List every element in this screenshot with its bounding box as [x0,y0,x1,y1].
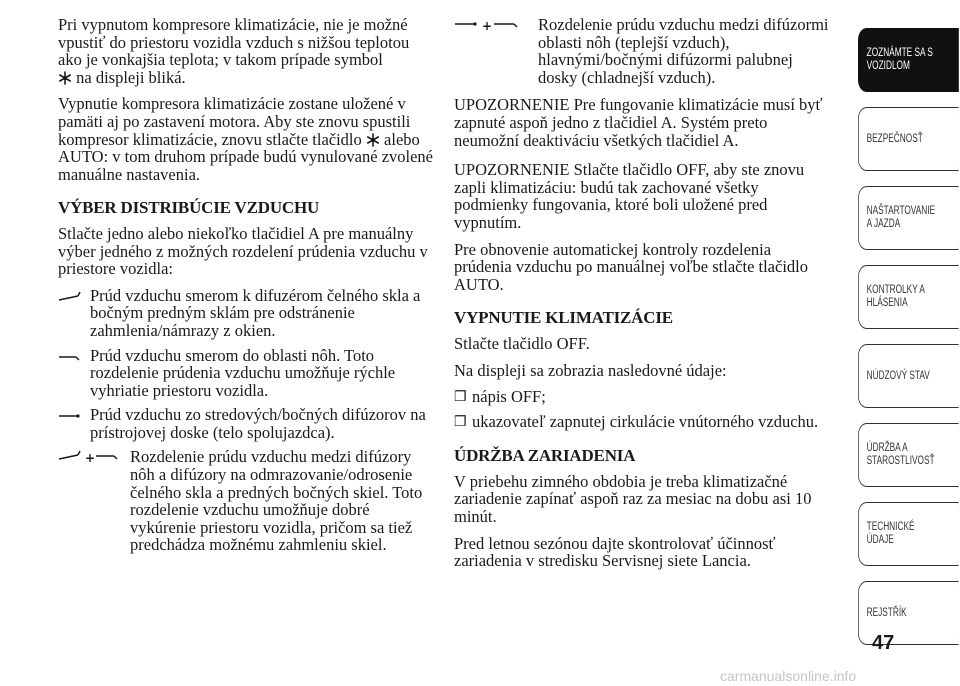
list-item: + Rozdelenie prúdu vzduchu medzi difúzormi oblasti nôh (teplejší vzduch), hlavnými/bočnými difúzormi palubnej dosky (chladnejší vzduch). [454,16,832,86]
feet-airflow-icon [58,351,84,363]
svg-text:+: + [85,451,96,465]
list-item: + Rozdelenie prúdu vzduchu medzi difúzory nôh a difúzory na odmrazovanie/odrosenie čelného skla a predných bočných skiel. Toto rozdelenie vzduchu umožňuje dobré vykúrenie priestoru vozidla, pričom sa tiež predchádza možnému zahmleniu skiel. [58,448,436,554]
list-item: Prúd vzduchu smerom do oblasti nôh. Toto rozdelenie prúdenia vzduchu umožňuje rýchle vyhriatie priestoru vozidla. [58,347,436,400]
combined-airflow-icon [454,18,526,32]
dashboard-airflow-icon [58,410,84,422]
paragraph-summer: Pred letnou sezónou dajte skontrolovať účinnosť zariadenia v stredisku Servisnej siete Lancia. [454,533,776,571]
left-column [58,16,436,561]
tab-get-to-know-vehicle[interactable]: ZOZNÁMTE SA S VOZIDLOM [858,28,959,92]
page-number: 47 [872,632,895,654]
tab-warning-lights[interactable]: KONTROLKY A HLÁSENIA [858,265,959,329]
snowflake-icon [366,133,380,147]
tab-maintenance-care[interactable]: ÚDRŽBA A STAROSTLIVOSŤ [858,423,959,487]
combined-airflow-icon [58,450,124,464]
paragraph-distribution-intro: Stlačte jedno alebo niekoľko tlačidiel A pre manuálny výber jedného z možných rozdelení prúdenia vzduchu v priestore vozidla: [58,223,428,279]
paragraph-winter: V priebehu zimného obdobia je treba klimatizačné zariadenie zapínať aspoň raz za mesiac na dobu asi 10 minút. [454,471,812,527]
svg-text:+: + [482,19,493,32]
paragraph-display-info: Na displeji sa zobrazia nasledovné údaje: [454,360,727,380]
tab-safety[interactable]: BEZPEČNOSŤ [858,107,959,171]
tab-index[interactable]: REJSTŘÍK [858,581,959,645]
right-column [454,16,832,579]
tab-starting-driving[interactable]: NAŠTARTOVANIE A JAZDA [858,186,959,250]
watermark: carmanualsonline.info [720,668,857,684]
heading-air-distribution: VÝBER DISTRIBÚCIE VZDUCHU [58,198,320,218]
checkbox-bullet-icon: ❒ [454,390,467,406]
checkbox-bullet-icon: ❒ [454,414,467,430]
chapter-sidebar [858,28,960,660]
heading-ac-off: VYPNUTIE KLIMATIZÁCIE [454,308,673,328]
warning-paragraph: UPOZORNENIE Stlačte tlačidlo OFF, aby ste znovu zapli klimatizáciu: budú tak zachované všetky podmienky fungovania, ktoré boli uložené pred vypnutím. [454,160,805,232]
list-item: ❒ ukazovateľ zapnutej cirkulácie vnútorného vzduchu. [454,411,819,431]
snowflake-icon [58,71,72,85]
list-item: ❒ nápis OFF; [454,387,546,407]
paragraph-compressor-memory: Vypnutie kompresora klimatizácie zostane uložené v pamäti aj po zastavení motora. Aby ste znovu spustili kompresor klimatizácie, znovu stlačte tlačidlo alebo AUTO: v tom druhom prípade budú vynulované zvolené manuálne nastavenia. [58,94,433,184]
warning-paragraph: UPOZORNENIE Pre fungovanie klimatizácie musí byť zapnuté aspoň jedno z tlačidiel A. Systém preto neumožní deaktiváciu všetkých tlačidiel A. [454,95,823,150]
windshield-airflow-icon [58,291,84,303]
paragraph-compressor-off: Pri vypnutom kompresore klimatizácie, nie je možné vpustiť do priestoru vozidla vzduch s nižšou teplotou ako je vonkajšia teplota; v takom prípade symbol na displeji bliká. [58,15,410,87]
paragraph-restore-auto: Pre obnovenie automatickej kontroly rozdelenia prúdenia vzduchu po manuálnej voľbe stlačte tlačidlo AUTO. [454,239,809,294]
tab-technical-data[interactable]: TECHNICKÉ ÚDAJE [858,502,959,566]
heading-maintenance: ÚDRŽBA ZARIADENIA [454,446,636,466]
list-item: Prúd vzduchu zo stredových/bočných difúzorov na prístrojovej doske (telo spolujazdca). [58,406,436,441]
list-item: Prúd vzduchu smerom k difuzérom čelného skla a bočným predným sklám pre odstránenie zahmlenia/námrazy z okien. [58,287,436,340]
tab-emergency[interactable]: NÚDZOVÝ STAV [858,344,959,408]
paragraph-press-off: Stlačte tlačidlo OFF. [454,333,590,353]
